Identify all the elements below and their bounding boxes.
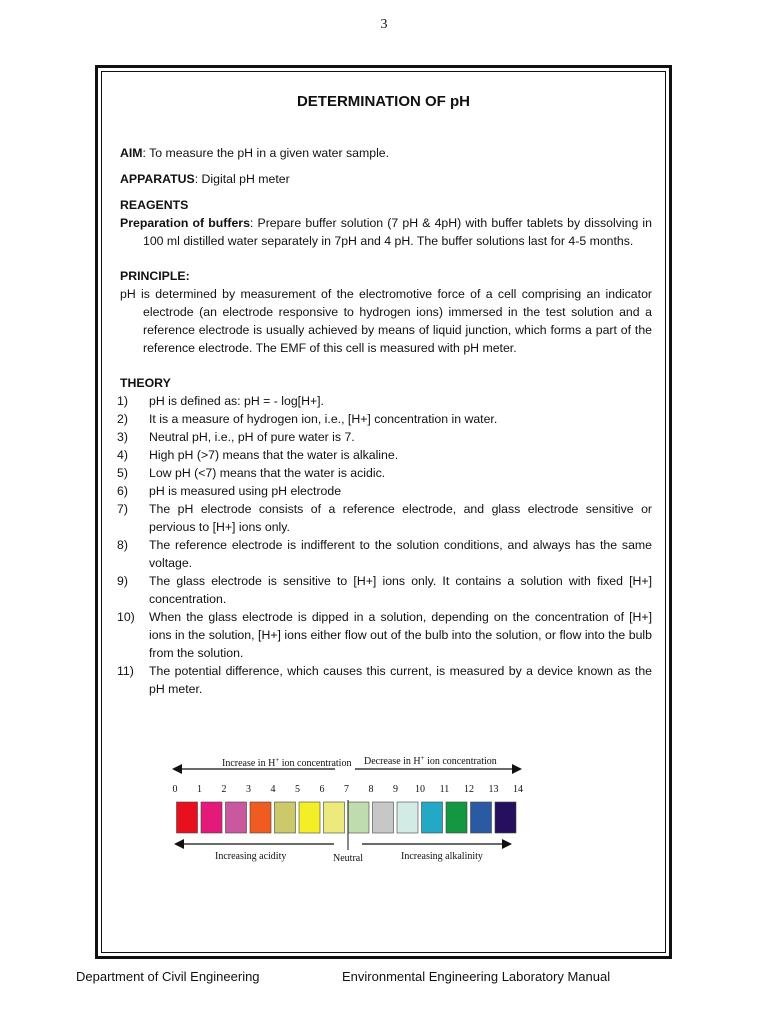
ph-color-swatch <box>299 802 320 833</box>
theory-item-text: High pH (>7) means that the water is alkaline. <box>149 448 399 462</box>
ph-color-swatch <box>226 802 247 833</box>
theory-item <box>117 572 652 608</box>
ph-color-swatch <box>348 802 369 833</box>
reagents-heading: REAGENTS <box>120 198 189 212</box>
ph-tick-label: 2 <box>221 784 227 795</box>
ph-color-swatch <box>446 802 467 833</box>
reagents-paragraph <box>120 214 652 250</box>
ph-color-swatch <box>495 802 516 833</box>
ph-color-swatch <box>250 802 271 833</box>
ph-tick-label: 13 <box>488 784 499 795</box>
decrease-label: Decrease in H+ ion concentration <box>364 754 497 767</box>
ph-tick-label: 5 <box>295 784 300 795</box>
ph-tick-label: 14 <box>513 784 523 795</box>
theory-item-text: The reference electrode is indifferent to the solution conditions, and always has the same voltage. <box>149 538 652 570</box>
increase-label: Increase in H+ ion concentration <box>222 756 352 769</box>
theory-item-number: 11) <box>117 664 134 678</box>
acidity-arrowhead <box>174 839 184 849</box>
ph-tick-label: 0 <box>172 784 178 795</box>
theory-item <box>117 392 652 410</box>
ph-tick-label: 10 <box>415 784 425 795</box>
ph-color-swatch <box>177 802 198 833</box>
theory-item <box>117 446 652 464</box>
ph-tick-label: 8 <box>368 784 374 795</box>
theory-item-text: The pH electrode consists of a reference electrode, and glass electrode sensitive or pervious to [H+] ions only. <box>149 502 652 534</box>
ph-tick-label: 12 <box>464 784 474 795</box>
ph-tick-label: 6 <box>319 784 325 795</box>
footer-manual-title: Environmental Engineering Laboratory Manual <box>342 969 611 984</box>
theory-item-text: pH is defined as: pH = - log[H+]. <box>149 394 324 408</box>
reagents-text: : Prepare buffer solution (7 pH & 4pH) with buffer tablets by dissolving in 100 ml distilled water separately in 7pH and 4 pH. The buffer solutions last for 4-5 months. <box>143 216 652 248</box>
ph-tick-label: 3 <box>246 784 251 795</box>
theory-item-number: 9) <box>117 574 128 588</box>
principle-text: pH is determined by measurement of the electromotive force of a cell comprising an indicator electrode (an electrode responsive to hydrogen ions) immersed in the test solution and a reference electrode is usually achieved by means of liquid junction, which forms a part of the reference electrode. The EMF of this cell is measured with pH meter. <box>120 287 652 355</box>
theory-item <box>117 608 652 662</box>
ph-color-swatch <box>471 802 492 833</box>
ph-color-swatch <box>373 802 394 833</box>
theory-item-number: 4) <box>117 448 128 462</box>
alkalinity-label: Increasing alkalinity <box>401 851 483 862</box>
ph-tick-label: 1 <box>197 784 202 795</box>
aim-label: AIM <box>120 146 143 160</box>
theory-item-number: 10) <box>117 610 135 624</box>
ph-tick-label: 11 <box>439 784 450 795</box>
page-number: 3 <box>380 17 388 32</box>
theory-item-text: Low pH (<7) means that the water is acidic. <box>149 466 386 480</box>
ph-scale-diagram <box>170 748 530 873</box>
ph-tick-label: 9 <box>393 784 398 795</box>
theory-item-text: When the glass electrode is dipped in a solution, depending on the concentration of [H+] ions in the solution, [H+] ions either flow out of the bulb into the solution, or flow into the bulb from the solution. <box>149 610 652 660</box>
theory-item-text: pH is measured using pH electrode <box>149 484 342 498</box>
theory-item <box>117 482 652 500</box>
theory-item <box>117 500 652 536</box>
theory-item-number: 1) <box>117 394 128 408</box>
theory-item-text: Neutral pH, i.e., pH of pure water is 7. <box>149 430 355 444</box>
theory-item-number: 6) <box>117 484 128 498</box>
theory-heading: THEORY <box>120 376 171 390</box>
theory-item <box>117 536 652 572</box>
principle-heading: PRINCIPLE: <box>120 269 190 283</box>
theory-item-text: The glass electrode is sensitive to [H+] ions only. It contains a solution with fixed [H+] concentration. <box>149 574 652 606</box>
ph-color-swatch <box>324 802 345 833</box>
decrease-arrowhead <box>512 764 522 774</box>
theory-item <box>117 662 652 698</box>
theory-item-number: 2) <box>117 412 128 426</box>
apparatus-label: APPARATUS <box>120 172 195 186</box>
theory-item <box>117 464 652 482</box>
ph-color-swatch <box>201 802 222 833</box>
aim-text: : To measure the pH in a given water sample. <box>142 146 390 160</box>
apparatus-text: : Digital pH meter <box>194 172 290 186</box>
theory-item-number: 7) <box>117 502 128 516</box>
theory-item <box>117 428 652 446</box>
ph-tick-label: 7 <box>344 784 349 795</box>
theory-item-number: 3) <box>117 430 128 444</box>
alkalinity-arrowhead <box>502 839 512 849</box>
ph-tick-label: 4 <box>270 784 276 795</box>
theory-item-text: The potential difference, which causes this current, is measured by a device known as the pH meter. <box>149 664 652 696</box>
page-title: DETERMINATION OF pH <box>296 93 471 110</box>
ph-color-swatch <box>422 802 443 833</box>
increase-arrowhead <box>172 764 182 774</box>
ph-color-swatch <box>275 802 296 833</box>
neutral-label: Neutral <box>333 853 363 864</box>
aim-line <box>120 144 652 162</box>
acidity-label: Increasing acidity <box>215 851 287 862</box>
theory-item-number: 8) <box>117 538 128 552</box>
apparatus-line <box>120 170 652 188</box>
footer-department: Department of Civil Engineering <box>76 969 260 984</box>
theory-item-text: It is a measure of hydrogen ion, i.e., [H+] concentration in water. <box>149 412 498 426</box>
reagents-label: Preparation of buffers <box>120 216 250 230</box>
theory-item-number: 5) <box>117 466 128 480</box>
document-body <box>117 144 652 698</box>
ph-color-swatch <box>397 802 418 833</box>
theory-item <box>117 410 652 428</box>
theory-list <box>117 392 652 698</box>
